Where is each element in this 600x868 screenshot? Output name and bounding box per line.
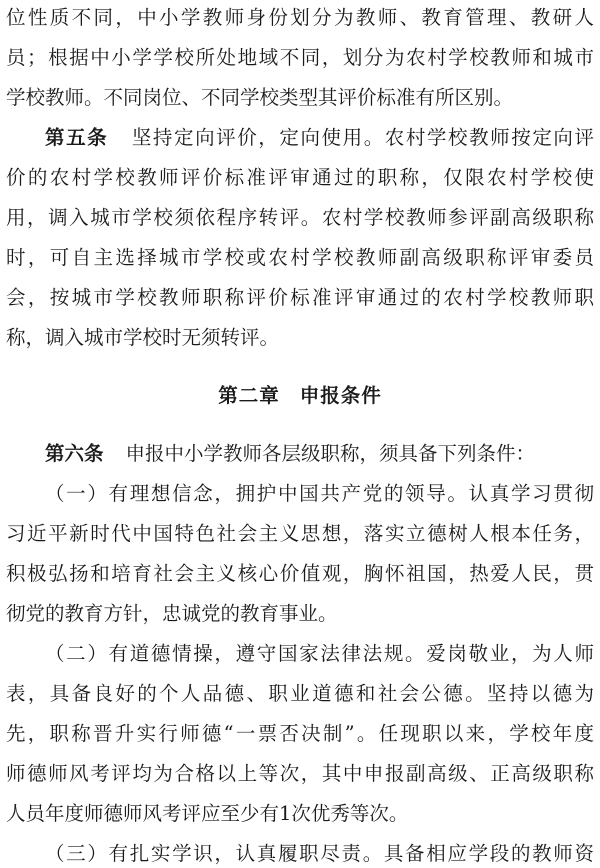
chapter-heading xyxy=(0,382,600,410)
article-5-label: 第五条 xyxy=(45,126,109,149)
text-line: 员；根据中小学学校所处地域不同，划分为农村学校教师和城市 xyxy=(6,46,594,69)
article-5-first-line xyxy=(45,124,594,152)
article-5-text: 坚持定向评价，定向使用。农村学校教师按定向评 xyxy=(130,126,594,149)
text-line: 时，可自主选择城市学校或农村学校教师副高级职称评审委员 xyxy=(6,246,594,269)
text-line: 人员年度师德师风考评应至少有1次优秀等次。 xyxy=(6,802,409,825)
text-line: 用，调入城市学校须依程序转评。农村学校教师参评副高级职称 xyxy=(6,206,594,229)
text-line: 先，职称晋升实行师德“一票否决制”。任现职以来，学校年度 xyxy=(6,722,594,745)
article-6-first-line xyxy=(45,440,594,468)
text-line: 会，按城市学校教师职称评价标准评审通过的农村学校教师职 xyxy=(6,286,594,309)
text-line: 位性质不同，中小学教师身份划分为教师、教育管理、教研人 xyxy=(6,6,594,29)
text-line: 习近平新时代中国特色社会主义思想，落实立德树人根本任务， xyxy=(6,522,594,545)
text-line: （三）有扎实学识，认真履职尽责。具备相应学段的教师资 xyxy=(45,842,594,865)
text-line: 彻党的教育方针，忠诚党的教育事业。 xyxy=(6,602,338,625)
text-line: 称，调入城市学校时无须转评。 xyxy=(6,326,280,349)
text-line: 师德师风考评均为合格以上等次，其中申报副高级、正高级职称 xyxy=(6,762,594,785)
text-line: 价的农村学校教师评价标准评审通过的职称，仅限农村学校使 xyxy=(6,166,594,189)
text-line: 积极弘扬和培育社会主义核心价值观，胸怀祖国，热爱人民，贯 xyxy=(6,562,594,585)
article-6-label: 第六条 xyxy=(45,442,104,465)
article-6-text: 申报中小学教师各层级职称，须具备下列条件： xyxy=(125,442,536,465)
text-line: 学校教师。不同岗位、不同学校类型其评价标准有所区别。 xyxy=(6,86,514,109)
text-line: （二）有道德情操，遵守国家法律法规。爱岗敬业，为人师 xyxy=(45,642,594,665)
text-line: （一）有理想信念，拥护中国共产党的领导。认真学习贯彻 xyxy=(45,482,594,505)
chapter-title: 申报条件 xyxy=(299,384,382,407)
text-line: 表，具备良好的个人品德、职业道德和社会公德。坚持以德为 xyxy=(6,682,594,705)
chapter-number: 第二章 xyxy=(218,384,280,407)
